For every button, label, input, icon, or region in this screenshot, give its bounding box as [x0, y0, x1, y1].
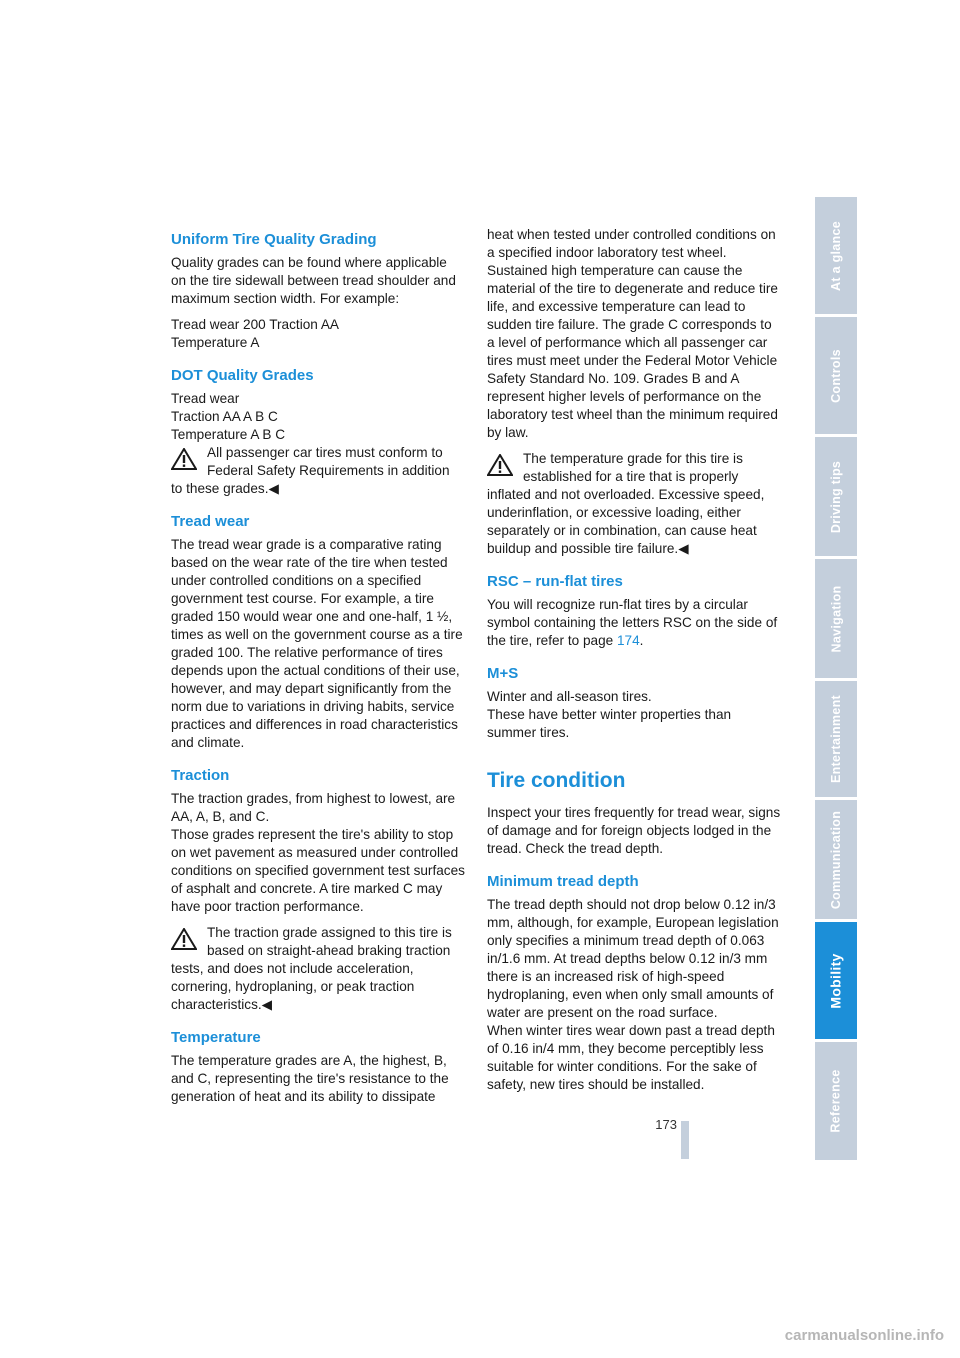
- example-line-2: Temperature A: [171, 335, 260, 350]
- paragraph-ms-2: These have better winter properties than summer tires.: [487, 707, 732, 740]
- heading-temperature: Temperature: [171, 1029, 261, 1046]
- page-174-link[interactable]: 174: [616, 633, 640, 648]
- dot-lines: [171, 390, 465, 444]
- heading-tread-wear: Tread wear: [171, 513, 250, 530]
- paragraph-tire-condition: Inspect your tires frequently for tread wear, signs of damage and for foreign objects lodged in the tread. Check the tread depth.: [487, 805, 781, 856]
- right-column: [487, 226, 781, 1102]
- heading-rsc-run-flat-tires: RSC – run-flat tires: [487, 573, 623, 590]
- tab-driving-tips[interactable]: Driving tips: [815, 437, 857, 556]
- warning-3-line-c: inflated and not overloaded. Excessive speed, underinflation, or excessive loading, either separately or in combination, can cause heat buildup and possible tire failure.◀: [487, 487, 765, 556]
- paragraph-rsc-text: You will recognize run-flat tires by a circular symbol containing the letters RSC on the side of the tire, refer to page: [487, 597, 778, 648]
- tab-at-a-glance[interactable]: At a glance: [815, 197, 857, 314]
- paragraph-temperature-continued: heat when tested under controlled conditions on a specified indoor laboratory test wheel. Sustained high temperature can cause the material of the tire to degenerate and reduce tire life, and excessive temperature can lead to sudden tire failure. The grade C corresponds to a level of performance which all passenger car tires must meet under the Federal Motor Vehicle Safety Standard No. 109. Grades B and A represent higher levels of performance on the laboratory test wheel than the minimum required by law.: [487, 227, 778, 440]
- dot-line-2: Traction AA A B C: [171, 409, 278, 424]
- paragraph-uniform: Quality grades can be found where applicable on the tire sidewall between tread shoulder and maximum section width. For example:: [171, 255, 456, 306]
- watermark: carmanualsonline.info: [784, 1327, 944, 1344]
- warning-1-line-b: Federal Safety Requirements in addition: [207, 463, 450, 478]
- heading-uniform-tire-quality-grading: Uniform Tire Quality Grading: [171, 231, 377, 248]
- paragraph-traction-1: The traction grades, from highest to lowest, are AA, A, B, and C.: [171, 791, 456, 824]
- chapter-tabs: [815, 197, 857, 1160]
- warning-2-line-c: tests, and does not include acceleration, cornering, hydroplaning, or peak traction characteristics.◀: [171, 961, 415, 1012]
- heading-minimum-tread-depth: Minimum tread depth: [487, 873, 639, 890]
- page-number: 173: [655, 1117, 677, 1132]
- warning-note-3: [487, 450, 781, 558]
- warning-triangle-icon: [171, 448, 197, 470]
- heading-tire-condition: Tire condition: [487, 769, 626, 792]
- paragraph-traction-2: Those grades represent the tire's ability to stop on wet pavement as measured under controlled conditions on specified government test surfaces of asphalt and concrete. A tire marked C may have poor traction performance.: [171, 827, 465, 914]
- warning-triangle-icon: [487, 454, 513, 476]
- paragraph-min-tread-1: The tread depth should not drop below 0.12 in/3 mm, although, for example, European legislation only specifies a minimum tread depth of 0.063 in/1.6 mm. At tread depths below 0.12 in/3 mm there is an increased risk of high-speed hydroplaning, even when only small amounts of water are present on the road surface.: [487, 897, 779, 1020]
- example-line-1: Tread wear 200 Traction AA: [171, 317, 339, 332]
- heading-dot-quality-grades: DOT Quality Grades: [171, 367, 314, 384]
- footer-online-edition: Online Edition for Part-No. 01 41 0 158 518 - © 09/04 BMW AG: [305, 1141, 655, 1155]
- warning-1-line-c: to these grades.◀: [171, 481, 279, 496]
- tab-communication[interactable]: Communication: [815, 800, 857, 919]
- warning-2-line-b: based on straight-ahead braking traction: [207, 943, 451, 958]
- tab-navigation[interactable]: Navigation: [815, 559, 857, 678]
- dot-line-3: Temperature A B C: [171, 427, 286, 442]
- warning-3-line-b: established for a tire that is properly: [523, 469, 739, 484]
- warning-note-1: [171, 444, 465, 498]
- left-column: [171, 226, 465, 1114]
- paragraph-rsc: [487, 596, 781, 650]
- heading-traction: Traction: [171, 767, 230, 784]
- tab-controls[interactable]: Controls: [815, 317, 857, 434]
- warning-note-2: [171, 924, 465, 1014]
- tab-reference[interactable]: Reference: [815, 1042, 857, 1160]
- dot-line-1: Tread wear: [171, 391, 240, 406]
- warning-1-line-a: All passenger car tires must conform to: [207, 445, 443, 460]
- tab-entertainment[interactable]: Entertainment: [815, 681, 857, 797]
- warning-triangle-icon: [171, 928, 197, 950]
- paragraph-rsc-end: .: [639, 633, 644, 648]
- heading-ms: M+S: [487, 665, 519, 682]
- paragraph-min-tread-2: When winter tires wear down past a tread depth of 0.16 in/4 mm, they become perceptibly less suitable for winter conditions. For the sake of safety, new tires should be installed.: [487, 1023, 775, 1092]
- paragraph-ms-1: Winter and all-season tires.: [487, 689, 652, 704]
- warning-3-line-a: The temperature grade for this tire is: [523, 451, 743, 466]
- example-lines: [171, 316, 465, 352]
- tab-mobility[interactable]: Mobility: [815, 922, 857, 1039]
- warning-2-line-a: The traction grade assigned to this tire is: [207, 925, 452, 940]
- paragraph-temperature: The temperature grades are A, the highest, B, and C, representing the tire's resistance to the generation of heat and its ability to dissipate: [171, 1053, 449, 1104]
- paragraph-tread-wear: The tread wear grade is a comparative rating based on the wear rate of the tire when tested under controlled conditions on a specified government test course. For example, a tire graded 150 would wear one and one-half, 1 ½, times as well on the government course as a tire graded 100. The relative performance of tires depends upon the actual conditions of their use, however, and may depart significantly from the norm due to variations in driving habits, service practices and differences in road characteristics and climate.: [171, 537, 463, 750]
